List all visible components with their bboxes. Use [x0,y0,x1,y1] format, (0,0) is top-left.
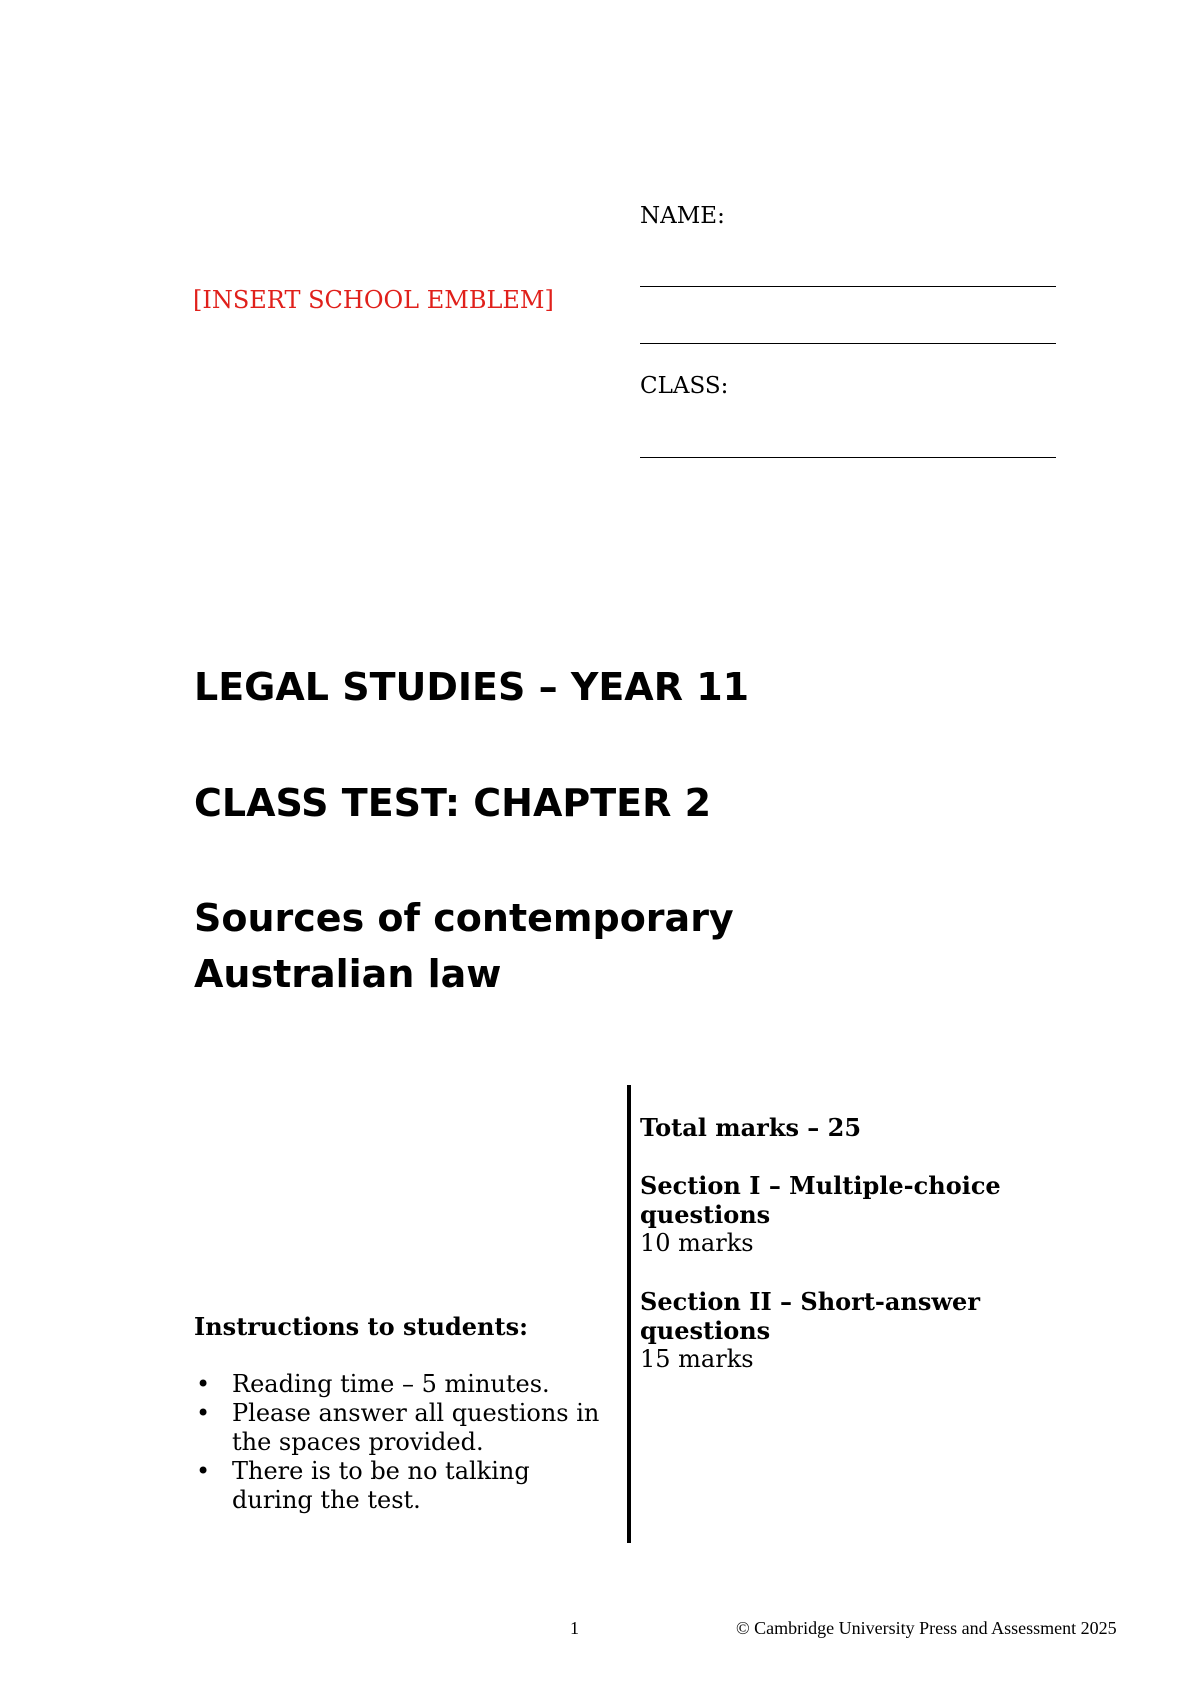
list-item [194,1457,614,1515]
bullet-icon: • [196,1457,211,1485]
instructions-title: Instructions to students: [194,1312,528,1341]
section-1-marks: 10 marks [640,1229,754,1257]
list-item [194,1370,614,1399]
instructions-block [194,1312,614,1515]
name-line-1[interactable] [640,286,1056,287]
bullet-icon: • [196,1370,211,1398]
instruction-text: Reading time – 5 minutes. [232,1370,550,1398]
section-2-marks: 15 marks [640,1345,754,1373]
section-2-title: Section II – Short-answer questions [640,1287,980,1345]
subject-title: LEGAL STUDIES – YEAR 11 [194,665,750,709]
school-emblem-placeholder: [INSERT SCHOOL EMBLEM] [193,286,554,314]
bullet-icon: • [196,1399,211,1427]
total-marks: Total marks – 25 [640,1113,862,1142]
name-label: NAME: [640,203,725,229]
name-line-2[interactable] [640,343,1056,344]
section-2 [640,1287,1060,1374]
class-line[interactable] [640,457,1056,458]
list-item [194,1399,614,1457]
page-number: 1 [570,1618,579,1638]
copyright-notice: © Cambridge University Press and Assessment 2025 [736,1618,1117,1638]
topic-title-line-1: Sources of contemporary [194,896,734,940]
column-divider [627,1085,631,1543]
topic-title-line-2: Australian law [194,952,502,996]
section-1 [640,1171,1060,1258]
marks-summary [640,1113,1060,1403]
section-1-title: Section I – Multiple-choice questions [640,1171,1001,1229]
instruction-text: There is to be no talking during the test. [232,1457,530,1514]
test-title: CLASS TEST: CHAPTER 2 [194,781,712,825]
instruction-text: Please answer all questions in the spaces provided. [232,1399,600,1456]
instructions-list [194,1370,614,1515]
class-label: CLASS: [640,373,729,399]
